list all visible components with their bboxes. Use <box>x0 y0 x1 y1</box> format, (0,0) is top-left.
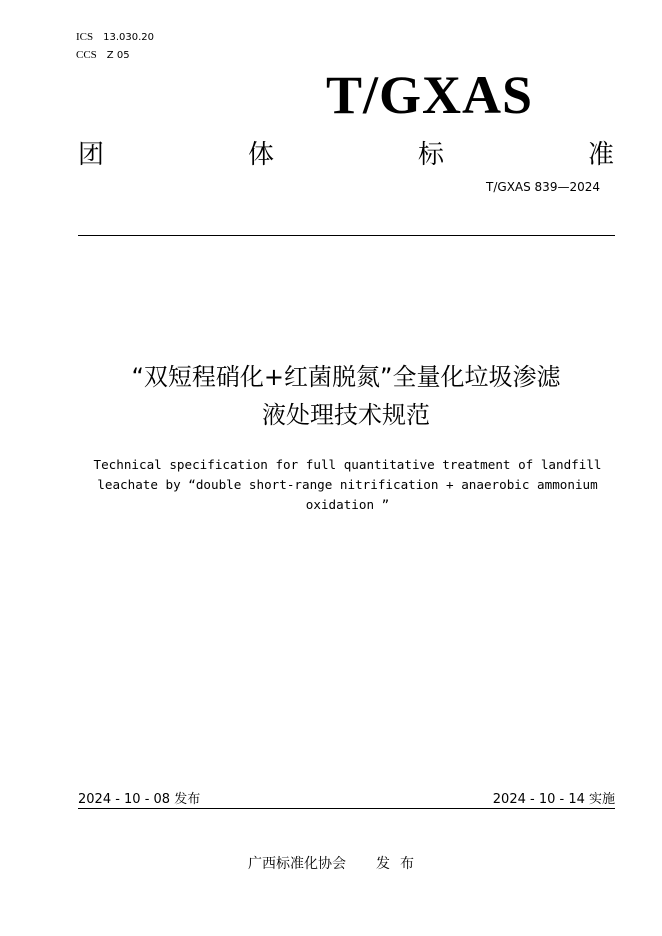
english-title-line: oxidation ” <box>305 497 390 512</box>
ccs-line <box>76 49 130 61</box>
ics-line <box>76 31 154 43</box>
standard-type-char: 团 <box>78 140 105 170</box>
ics-label: ICS <box>76 31 94 43</box>
bottom-divider <box>78 808 615 809</box>
standard-number: T/GXAS 839—2024 <box>486 180 600 194</box>
ccs-code: Z 05 <box>106 50 130 61</box>
standard-type-char: 标 <box>417 140 444 170</box>
top-divider <box>78 235 615 236</box>
chinese-title-line: 液处理技术规范 <box>262 401 430 429</box>
ics-code: 13.030.20 <box>103 32 155 43</box>
standard-type-char: 准 <box>587 140 614 170</box>
publisher-line <box>248 853 424 873</box>
standard-type-char: 体 <box>247 140 274 170</box>
english-title <box>80 455 615 515</box>
issue-date: 2024 - 10 - 08 发布 <box>78 792 201 807</box>
standard-type-heading <box>78 138 614 172</box>
publish-action: 发布 <box>376 856 424 872</box>
logo-text: T/GXAS <box>326 65 534 125</box>
chinese-title <box>60 358 632 434</box>
chinese-title-line: “双短程硝化+红菌脱氮”全量化垃圾渗滤 <box>131 363 561 391</box>
implementation-date: 2024 - 10 - 14 实施 <box>492 792 615 807</box>
publisher-organization: 广西标准化协会 <box>248 856 346 872</box>
ccs-label: CCS <box>76 49 97 61</box>
english-title-line: Technical specification for full quantitative treatment of landfill <box>93 457 602 472</box>
english-title-line: leachate by “double short-range nitrification + anaerobic ammonium <box>97 477 598 492</box>
organization-logo <box>326 66 586 124</box>
